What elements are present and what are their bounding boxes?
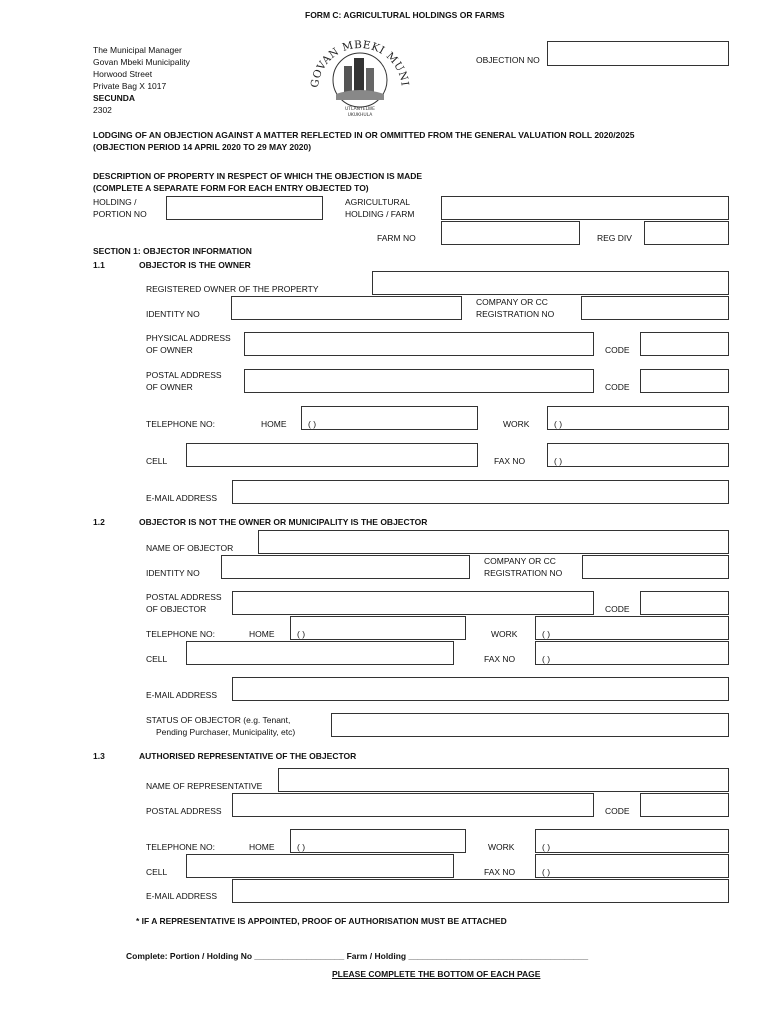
- company-cc-label: REGISTRATION NO: [484, 568, 563, 578]
- objector-fax-field[interactable]: [535, 641, 729, 665]
- registered-owner-field[interactable]: [372, 271, 729, 295]
- company-cc-label: COMPANY OR CC: [484, 556, 556, 566]
- registered-owner-label: REGISTERED OWNER OF THE PROPERTY: [146, 284, 319, 294]
- section-1-1-number: 1.1: [93, 260, 105, 270]
- area-code-paren: ( ): [542, 654, 551, 664]
- address-city: SECUNDA: [93, 93, 136, 103]
- area-code-paren: ( ): [554, 456, 563, 466]
- reg-div-label: REG DIV: [597, 233, 632, 243]
- code-label: CODE: [605, 604, 630, 614]
- code-label: CODE: [605, 345, 630, 355]
- representative-cell-field[interactable]: [186, 854, 454, 878]
- section-1-2-title: OBJECTOR IS NOT THE OWNER OR MUNICIPALITY IS THE OBJECTOR: [139, 517, 428, 527]
- objector-status-field[interactable]: [331, 713, 729, 737]
- area-code-paren: ( ): [297, 629, 306, 639]
- objector-identity-field[interactable]: [221, 555, 470, 579]
- logo-motto-1: UTLANYELWE: [344, 107, 376, 112]
- owner-physical-address-field[interactable]: [244, 332, 594, 356]
- owner-home-phone-field[interactable]: [301, 406, 478, 430]
- owner-company-reg-field[interactable]: [581, 296, 729, 320]
- postal-address-label: POSTAL ADDRESS: [146, 370, 222, 380]
- home-label: HOME: [249, 629, 275, 639]
- email-label: E-MAIL ADDRESS: [146, 891, 218, 901]
- please-complete-note: PLEASE COMPLETE THE BOTTOM OF EACH PAGE: [332, 969, 541, 979]
- farm-no-field[interactable]: [441, 221, 580, 245]
- owner-fax-field[interactable]: [547, 443, 729, 467]
- work-label: WORK: [491, 629, 518, 639]
- representative-postal-code-field[interactable]: [640, 793, 729, 817]
- agri-holding-field[interactable]: [441, 196, 729, 220]
- fax-label: FAX NO: [494, 456, 526, 466]
- work-label: WORK: [488, 842, 515, 852]
- postal-address-label: POSTAL ADDRESS: [146, 592, 222, 602]
- reg-div-field[interactable]: [644, 221, 729, 245]
- postal-address-label: OF OWNER: [146, 382, 193, 392]
- identity-no-label: IDENTITY NO: [146, 568, 200, 578]
- section-1-1-title: OBJECTOR IS THE OWNER: [139, 260, 251, 270]
- municipality-logo: [306, 28, 414, 122]
- complete-line: Complete: Portion / Holding No ___________________ Farm / Holding ______________________________________: [126, 951, 589, 961]
- representative-postal-address-field[interactable]: [232, 793, 594, 817]
- company-cc-label: REGISTRATION NO: [476, 309, 555, 319]
- owner-work-phone-field[interactable]: [547, 406, 729, 430]
- address-line: Horwood Street: [93, 69, 153, 79]
- fax-label: FAX NO: [484, 867, 516, 877]
- logo-arc-text: GOVAN MBEKI MUNI: [308, 38, 411, 89]
- holding-label: HOLDING /: [93, 197, 137, 207]
- telephone-label: TELEPHONE NO:: [146, 419, 215, 429]
- name-of-representative-label: NAME OF REPRESENTATIVE: [146, 781, 263, 791]
- postal-address-label: OF OBJECTOR: [146, 604, 207, 614]
- objector-company-reg-field[interactable]: [582, 555, 729, 579]
- area-code-paren: ( ): [297, 842, 306, 852]
- email-label: E-MAIL ADDRESS: [146, 690, 218, 700]
- description-line-1: DESCRIPTION OF PROPERTY IN RESPECT OF WHICH THE OBJECTION IS MADE: [93, 171, 423, 181]
- owner-cell-field[interactable]: [186, 443, 478, 467]
- description-line-2: (COMPLETE A SEPARATE FORM FOR EACH ENTRY OBJECTED TO): [93, 183, 369, 193]
- objection-no-label: OBJECTION NO: [476, 55, 540, 65]
- telephone-label: TELEPHONE NO:: [146, 842, 215, 852]
- objector-home-phone-field[interactable]: [290, 616, 466, 640]
- objector-cell-field[interactable]: [186, 641, 454, 665]
- postal-address-label: POSTAL ADDRESS: [146, 806, 222, 816]
- area-code-paren: ( ): [542, 629, 551, 639]
- objector-postal-code-field[interactable]: [640, 591, 729, 615]
- cell-label: CELL: [146, 654, 168, 664]
- heading-line-2: (OBJECTION PERIOD 14 APRIL 2020 TO 29 MAY 2020): [93, 142, 312, 152]
- status-label: STATUS OF OBJECTOR (e.g. Tenant,: [146, 715, 291, 725]
- footnote: * IF A REPRESENTATIVE IS APPOINTED, PROOF OF AUTHORISATION MUST BE ATTACHED: [136, 916, 507, 926]
- cell-label: CELL: [146, 867, 168, 877]
- address-postcode: 2302: [93, 105, 112, 115]
- company-cc-label: COMPANY OR CC: [476, 297, 548, 307]
- address-line: The Municipal Manager: [93, 45, 182, 55]
- physical-address-label: OF OWNER: [146, 345, 193, 355]
- area-code-paren: ( ): [542, 867, 551, 877]
- area-code-paren: ( ): [542, 842, 551, 852]
- section-1-3-title: AUTHORISED REPRESENTATIVE OF THE OBJECTOR: [139, 751, 357, 761]
- farm-no-label: FARM NO: [377, 233, 416, 243]
- cell-label: CELL: [146, 456, 168, 466]
- representative-home-phone-field[interactable]: [290, 829, 466, 853]
- work-label: WORK: [503, 419, 530, 429]
- representative-name-field[interactable]: [278, 768, 729, 792]
- code-label: CODE: [605, 806, 630, 816]
- section-1-2-number: 1.2: [93, 517, 105, 527]
- holding-label: PORTION NO: [93, 209, 147, 219]
- identity-no-label: IDENTITY NO: [146, 309, 200, 319]
- owner-postal-code-field[interactable]: [640, 369, 729, 393]
- email-label: E-MAIL ADDRESS: [146, 493, 218, 503]
- form-title: FORM C: AGRICULTURAL HOLDINGS OR FARMS: [305, 10, 505, 20]
- status-label: Pending Purchaser, Municipality, etc): [156, 727, 296, 737]
- code-label: CODE: [605, 382, 630, 392]
- representative-work-phone-field[interactable]: [535, 829, 729, 853]
- area-code-paren: ( ): [308, 419, 317, 429]
- owner-email-field[interactable]: [232, 480, 729, 504]
- address-line: Govan Mbeki Municipality: [93, 57, 190, 67]
- physical-address-label: PHYSICAL ADDRESS: [146, 333, 231, 343]
- owner-postal-address-field[interactable]: [244, 369, 594, 393]
- fax-label: FAX NO: [484, 654, 516, 664]
- section-1-title: SECTION 1: OBJECTOR INFORMATION: [93, 246, 252, 256]
- logo-motto-2: UKUKHULA: [347, 113, 373, 118]
- owner-identity-field[interactable]: [231, 296, 462, 320]
- address-line: Private Bag X 1017: [93, 81, 167, 91]
- owner-physical-code-field[interactable]: [640, 332, 729, 356]
- agri-label: HOLDING / FARM: [345, 209, 415, 219]
- objector-work-phone-field[interactable]: [535, 616, 729, 640]
- home-label: HOME: [249, 842, 275, 852]
- holding-portion-field[interactable]: [166, 196, 323, 220]
- objector-name-field[interactable]: [258, 530, 729, 554]
- representative-email-field[interactable]: [232, 879, 729, 903]
- section-1-3-number: 1.3: [93, 751, 105, 761]
- objector-postal-address-field[interactable]: [232, 591, 594, 615]
- objector-email-field[interactable]: [232, 677, 729, 701]
- heading-line-1: LODGING OF AN OBJECTION AGAINST A MATTER REFLECTED IN OR OMMITTED FROM THE GENERAL VALUATION ROLL 2020/2025: [93, 130, 635, 140]
- area-code-paren: ( ): [554, 419, 563, 429]
- representative-fax-field[interactable]: [535, 854, 729, 878]
- name-of-objector-label: NAME OF OBJECTOR: [146, 543, 234, 553]
- agri-label: AGRICULTURAL: [345, 197, 411, 207]
- home-label: HOME: [261, 419, 287, 429]
- objection-no-field[interactable]: [547, 41, 729, 66]
- telephone-label: TELEPHONE NO:: [146, 629, 215, 639]
